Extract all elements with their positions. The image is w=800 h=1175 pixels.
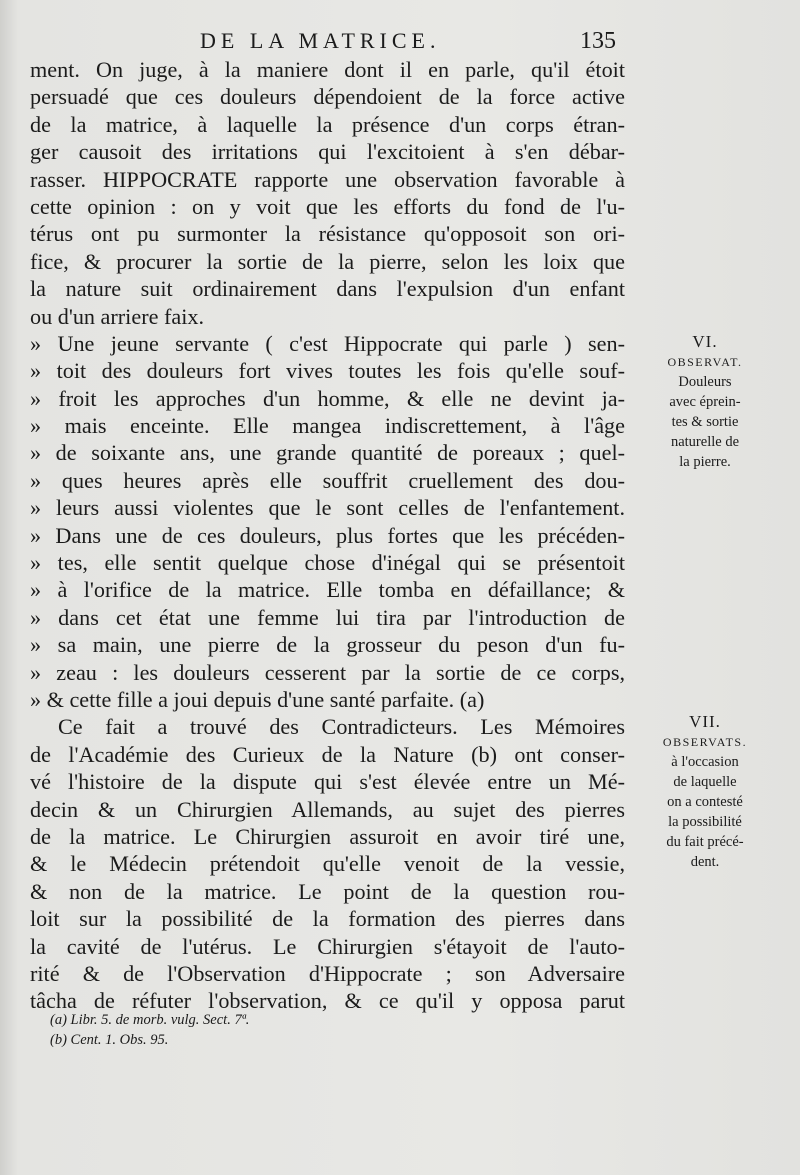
text-line: persuadé que ces douleurs dépendoient de la force active <box>30 84 625 110</box>
running-head <box>200 28 620 58</box>
text-line: ger causoit des irritations qui l'excitoient à s'en débar- <box>30 139 625 165</box>
margin-note-line: on a contesté <box>667 794 743 810</box>
margin-note-line: la possibilité <box>668 814 742 830</box>
quote-line: » tes, elle sentit quelque chose d'inégal qui se présentoit <box>30 550 625 576</box>
text-line: rité & de l'Observation d'Hippocrate ; son Adversaire <box>30 960 625 986</box>
quote-line: » Dans une de ces douleurs, plus fortes que les précéden- <box>30 522 625 548</box>
quote-line: » Une jeune servante ( c'est Hippocrate qui parle ) sen- <box>30 330 625 356</box>
quote-line: » mais enceinte. Elle mangea indiscrettement, à l'âge <box>30 413 625 439</box>
text-line: la nature suit ordinairement dans l'expulsion d'un enfant <box>30 276 625 302</box>
quote-line: » ques heures après elle souffrit cruellement des dou- <box>30 467 625 493</box>
quote-line: » zeau : les douleurs cesserent par la sortie de ce corps, <box>30 659 625 685</box>
margin-note-line: Douleurs <box>678 374 732 390</box>
text-line: de la matrice, à laquelle la présence d'un corps étran- <box>30 111 625 137</box>
margin-note-line: dent. <box>690 854 720 870</box>
text-line: cette opinion : on y voit que les efforts du fond de l'u- <box>30 193 625 219</box>
margin-note-number: VI. <box>692 332 718 351</box>
running-title: DE LA MATRICE. <box>200 28 441 53</box>
margin-note-line: à l'occasion <box>671 754 739 770</box>
footnotes <box>50 1010 450 1050</box>
quote-line: » & cette fille a joui depuis d'une santé parfaite. (a) <box>30 686 485 712</box>
text-line: la cavité de l'utérus. Le Chirurgien s'étayoit de l'auto- <box>30 933 625 959</box>
text-line: Ce fait a trouvé des Contradicteurs. Les Mémoires <box>58 714 625 740</box>
page-number: 135 <box>580 28 616 54</box>
text-line: tâcha de réfuter l'observation, & ce qu'il y opposa parut <box>30 988 625 1014</box>
text-line: térus ont pu surmonter la résistance qu'opposoit son ori- <box>30 221 625 247</box>
margin-note-line: de laquelle <box>673 774 737 790</box>
text-line: & le Médecin prétendoit qu'elle venoit de la vessie, <box>30 851 625 877</box>
quote-line: » de soixante ans, une grande quantité de poreaux ; quel- <box>30 440 625 466</box>
quote-line: » sa main, une pierre de la grosseur du peson d'un fu- <box>30 632 625 658</box>
text-line: decin & un Chirurgien Allemands, au sujet des pierres <box>30 796 625 822</box>
text-line: de l'Académie des Curieux de la Nature (b) ont conser- <box>30 741 625 767</box>
margin-note-observation-7 <box>640 712 770 872</box>
text-line: ou d'un arriere faix. <box>30 303 205 329</box>
margin-note-observation-6 <box>640 332 770 472</box>
text-line: ment. On juge, à la maniere dont il en parle, qu'il étoit <box>30 57 625 82</box>
margin-note-line: tes & sortie <box>671 414 739 430</box>
footnote-b: (b) Cent. 1. Obs. 95. <box>50 1032 169 1048</box>
quote-line: » froit les approches d'un homme, & elle ne devint ja- <box>30 385 625 411</box>
body-text <box>30 56 625 1015</box>
text-line: loit sur la possibilité de la formation des pierres dans <box>30 906 625 932</box>
margin-note-number: VII. <box>689 712 721 731</box>
margin-note-line: du fait précé- <box>666 834 744 850</box>
text-line: & non de la matrice. Le point de la question rou- <box>30 878 625 904</box>
margin-note-line: naturelle de <box>670 434 740 450</box>
text-line: de la matrice. Le Chirurgien assuroit en avoir tiré une, <box>30 823 625 849</box>
margin-note-label: OBSERVATS. <box>662 735 748 749</box>
text-line: rasser. HIPPOCRATE rapporte une observation favorable à <box>30 166 625 192</box>
margin-note-line: la pierre. <box>679 454 731 470</box>
footnote-a: (a) Libr. 5. de morb. vulg. Sect. 7ª. <box>50 1012 250 1028</box>
quote-line: » leurs aussi violentes que le sont celles de l'enfantement. <box>30 495 625 521</box>
margin-note-line: avec éprein- <box>669 394 741 410</box>
text-line: fice, & procurer la sortie de la pierre, selon les loix que <box>30 248 625 274</box>
text-line: vé l'histoire de la dispute qui s'est élevée entre un Mé- <box>30 769 625 795</box>
quote-line: » dans cet état une femme lui tira par l'introduction de <box>30 604 625 630</box>
quote-line: » à l'orifice de la matrice. Elle tomba en défaillance; & <box>30 577 625 603</box>
quote-line: » toit des douleurs fort vives toutes les fois qu'elle souf- <box>30 358 625 384</box>
margin-note-label: OBSERVAT. <box>667 355 743 369</box>
